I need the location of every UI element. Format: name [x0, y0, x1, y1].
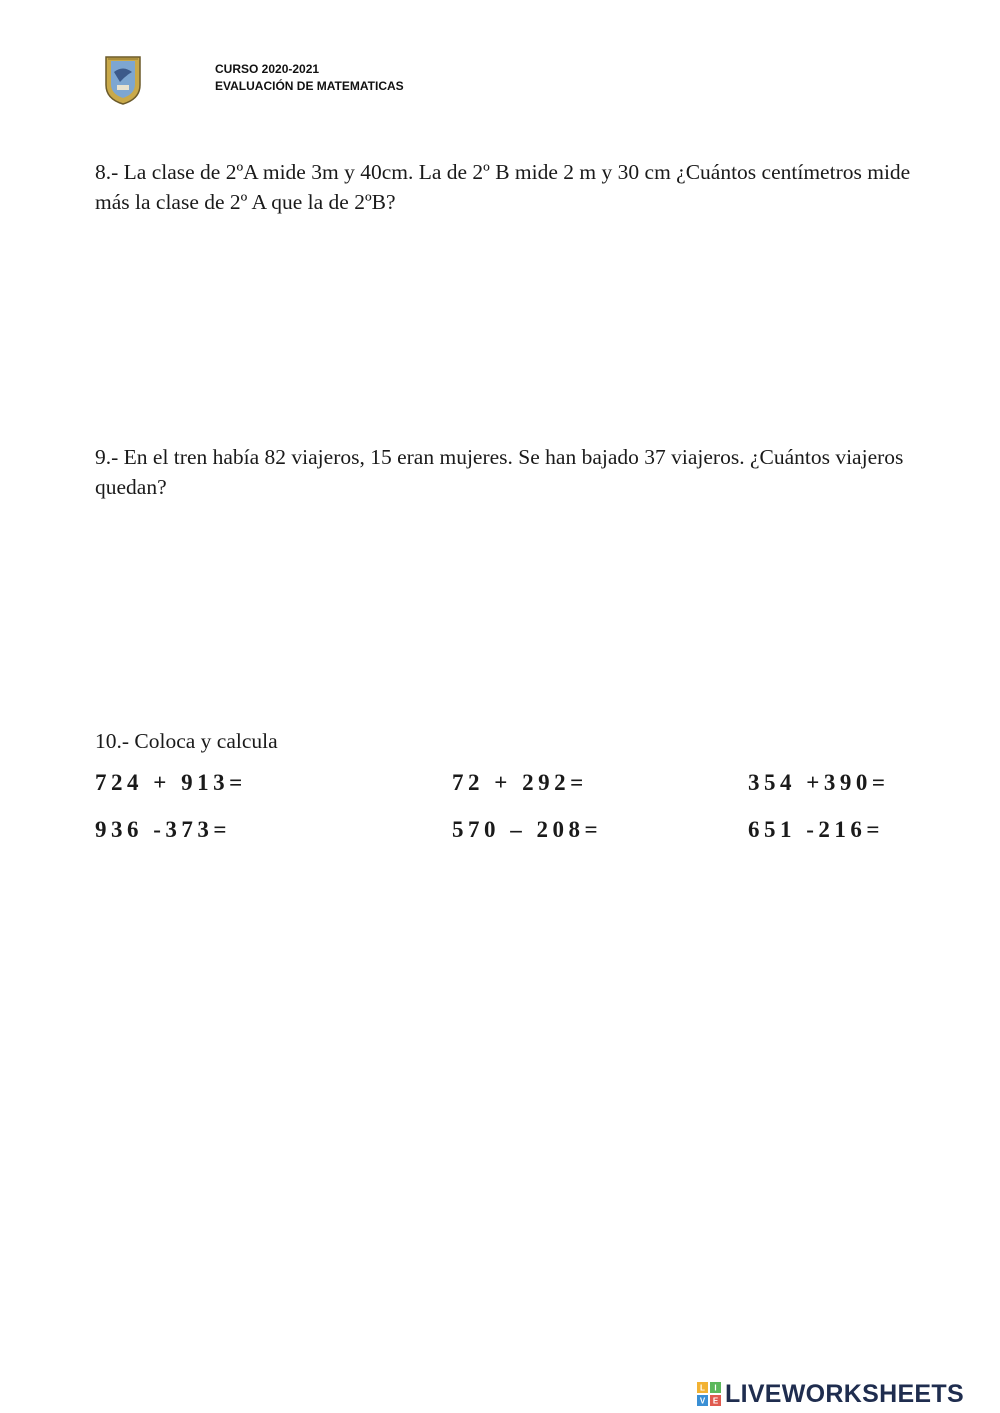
logo-letter-v: V: [699, 1396, 706, 1406]
question-8: 8.- La clase de 2ºA mide 3m y 40cm. La de 2º B mide 2 m y 30 cm ¿Cuántos centímetros mide más la clase de 2º A que la de 2ºB?: [95, 160, 911, 214]
operation-3: 354 +390=: [748, 770, 890, 795]
question-10: 10.- Coloca y calcula: [95, 729, 278, 753]
logo-letter-i: I: [714, 1383, 717, 1393]
question-9: 9.- En el tren había 82 viajeros, 15 eran mujeres. Se han bajado 37 viajeros. ¿Cuántos viajeros quedan?: [95, 445, 904, 499]
school-crest-logo: [103, 55, 143, 105]
liveworksheets-logo-icon: [697, 1382, 721, 1406]
document-header: [215, 61, 404, 95]
operation-6: 651 -216=: [748, 817, 885, 842]
exam-title: EVALUACIÓN DE MATEMATICAS: [215, 79, 404, 93]
operation-5: 570 – 208=: [452, 817, 603, 842]
logo-letter-e: E: [712, 1396, 719, 1406]
course-label: CURSO 2020-2021: [215, 62, 320, 76]
operation-2: 72 + 292=: [452, 770, 588, 795]
liveworksheets-brand[interactable]: [697, 1378, 964, 1410]
brand-name: LIVEWORKSHEETS: [725, 1379, 964, 1408]
operation-1: 724 + 913=: [95, 770, 247, 795]
operation-4: 936 -373=: [95, 817, 232, 842]
logo-letter-l: L: [700, 1383, 705, 1393]
